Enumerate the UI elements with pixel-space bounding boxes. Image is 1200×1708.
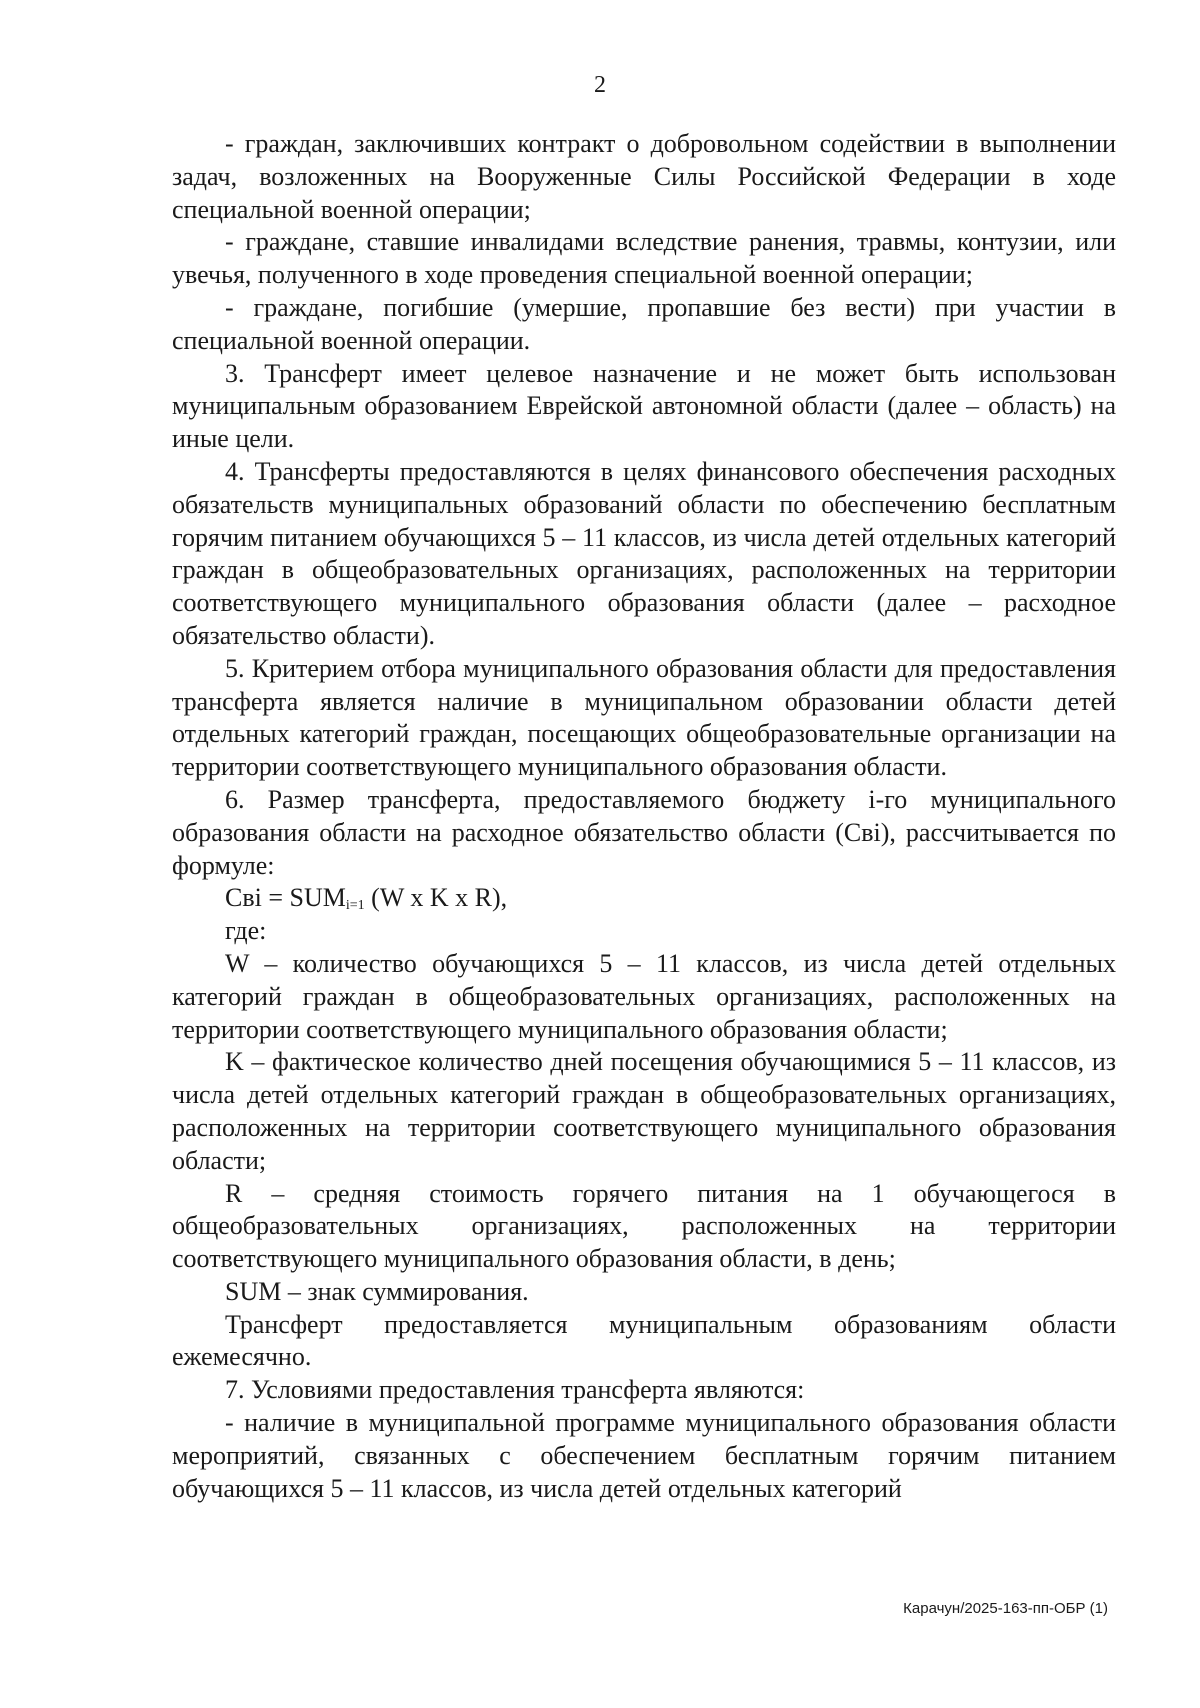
paragraph-item-4: 4. Трансферты предоставляются в целях финансового обеспечения расходных обязательств муниципальных образований области по обеспечению бесплатным горячим питанием обучающихся 5 – 11 классов, из числа детей отдельных категорий граждан в общеобразовательных организациях, расположенных на территории соответствующего муниципального образования области (далее – расходное обязательство области). bbox=[172, 456, 1116, 650]
formula-rhs: (W x K x R), bbox=[364, 883, 508, 913]
paragraph-condition-program: - наличие в муниципальной программе муниципального образования области мероприятий, связанных с обеспечением бесплатным горячим питанием обучающихся 5 – 11 классов, из числа детей отдельных категорий bbox=[172, 1408, 1116, 1503]
formula-subscript: i=1 bbox=[345, 898, 365, 914]
definition-sum: SUM – знак суммирования. bbox=[225, 1276, 529, 1306]
paragraph-item-7: 7. Условиями предоставления трансферта являются: bbox=[225, 1375, 805, 1405]
page-number: 2 bbox=[594, 72, 606, 98]
paragraph-deceased-citizens: - граждане, погибшие (умершие, пропавшие без вести) при участии в специальной военной операции. bbox=[172, 292, 1116, 355]
where-label: где: bbox=[225, 916, 267, 946]
formula bbox=[172, 882, 1116, 915]
definition-r: R – средняя стоимость горячего питания на 1 обучающегося в общеобразовательных организациях, расположенных на территории соответствующего муниципального образования области, в день; bbox=[172, 1178, 1116, 1274]
paragraph-item-3: 3. Трансферт имеет целевое назначение и не может быть использован муниципальным образованием Еврейской автономной области (далее – область) на иные цели. bbox=[172, 358, 1116, 454]
paragraph-monthly-transfer: Трансферт предоставляется муниципальным образованиям области ежемесячно. bbox=[172, 1309, 1116, 1372]
paragraph-item-6: 6. Размер трансферта, предоставляемого бюджету i-го муниципального образования области на расходное обязательство области (Свi), рассчитывается по формуле: bbox=[172, 784, 1116, 880]
paragraph-disabled-citizens: - граждане, ставшие инвалидами вследствие ранения, травмы, контузии, или увечья, полученного в ходе проведения специальной военной операции; bbox=[172, 227, 1116, 290]
definition-w: W – количество обучающихся 5 – 11 классов, из числа детей отдельных категорий граждан в общеобразовательных организациях, расположенных на территории соответствующего муниципального образования области; bbox=[172, 948, 1116, 1044]
paragraph-contract-citizens: - граждан, заключивших контракт о добровольном содействии в выполнении задач, возложенных на Вооруженные Силы Российской Федерации в ходе специальной военной операции; bbox=[172, 129, 1116, 224]
paragraph-item-5: 5. Критерием отбора муниципального образования области для предоставления трансферта является наличие в муниципальном образовании области детей отдельных категорий граждан, посещающих общеобразовательные организации на территории соответствующего муниципального образования области. bbox=[172, 653, 1116, 782]
document-body bbox=[172, 128, 1116, 1505]
formula-lhs: Свi = SUM bbox=[225, 883, 346, 913]
definition-k: K – фактическое количество дней посещения обучающимися 5 – 11 классов, из числа детей отдельных категорий граждан в общеобразовательных организациях, расположенных на территории соответствующего муниципального образования области; bbox=[172, 1047, 1116, 1175]
document-reference-code: Карачун/2025-163-пп-ОБР (1) bbox=[903, 1600, 1108, 1617]
